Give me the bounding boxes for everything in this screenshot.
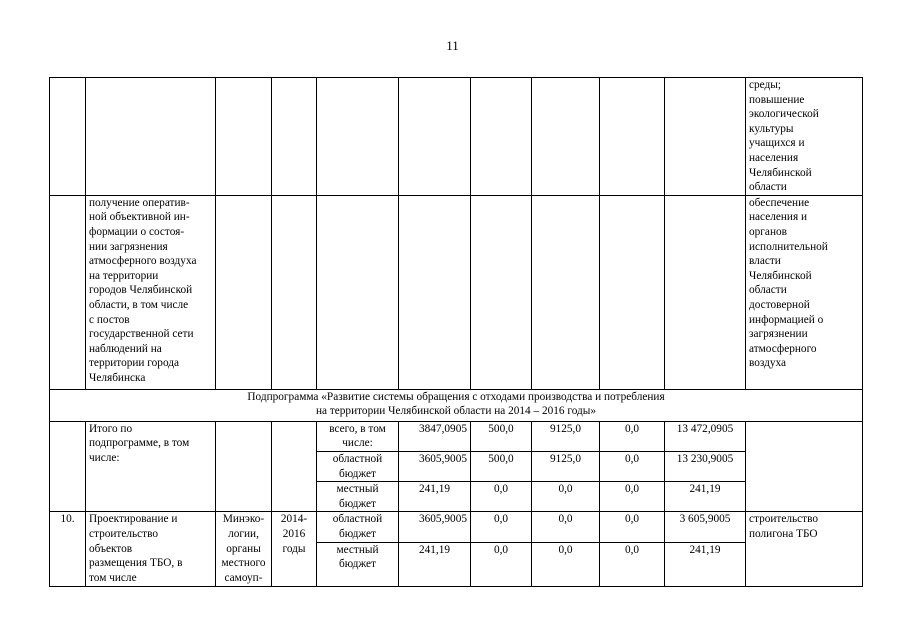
program-table — [49, 77, 863, 587]
funding-source: областной бюджет — [317, 451, 399, 481]
value-2015: 500,0 — [471, 421, 532, 451]
value-2016: 9125,0 — [532, 421, 600, 451]
value-total: 241,19 — [665, 482, 746, 512]
cell-num-empty — [50, 421, 86, 512]
funding-source: местный бюджет — [317, 482, 399, 512]
cell-result-continuation: среды; повышение экологической культуры учащихся и населения Челябинской области — [746, 78, 863, 196]
cell-total-empty — [665, 78, 746, 196]
value-2014: 3605,9005 — [399, 451, 471, 481]
value-extra: 0,0 — [600, 512, 665, 542]
cell-2016-empty — [532, 195, 600, 389]
value-extra: 0,0 — [600, 482, 665, 512]
totals-row-all — [50, 421, 863, 451]
value-2014: 241,19 — [399, 542, 471, 586]
cell-monitoring-text: получение оператив- ной объективной ин- формации о состоя- нии загрязнения атмосферного воздуха на территории городов Челябинской области, в том числе с постов государственной сети наблюдений на территории города Челябинска — [86, 195, 216, 389]
row-monitoring — [50, 195, 863, 389]
cell-name-empty — [86, 78, 216, 196]
cell-2015-empty — [471, 78, 532, 196]
cell-2015-empty — [471, 195, 532, 389]
cell-source-empty — [317, 78, 399, 196]
funding-source: областной бюджет — [317, 512, 399, 542]
cell-exec-empty — [216, 421, 272, 512]
row-top-continuation — [50, 78, 863, 196]
value-total: 13 472,0905 — [665, 421, 746, 451]
subprogram-title: Подпрограмма «Развитие системы обращения с отходами производства и потребления на территории Челябинской области на 2014 – 2016 годы» — [50, 389, 863, 421]
row-subprogram-title — [50, 389, 863, 421]
cell-result-empty — [746, 421, 863, 512]
value-2015: 0,0 — [471, 542, 532, 586]
value-extra: 0,0 — [600, 542, 665, 586]
value-2016: 0,0 — [532, 542, 600, 586]
item10-row-regional — [50, 512, 863, 542]
cell-exec-empty — [216, 78, 272, 196]
value-2015: 500,0 — [471, 451, 532, 481]
cell-period-empty — [272, 195, 317, 389]
item-result: строительство полигона ТБО — [746, 512, 863, 586]
value-2014: 241,19 — [399, 482, 471, 512]
cell-num-empty — [50, 78, 86, 196]
cell-period-empty — [272, 421, 317, 512]
cell-x-empty — [600, 195, 665, 389]
value-total: 3 605,9005 — [665, 512, 746, 542]
cell-total-empty — [665, 195, 746, 389]
value-2015: 0,0 — [471, 512, 532, 542]
page-number: 11 — [446, 38, 459, 53]
cell-result-monitoring: обеспечение населения и органов исполнительной власти Челябинской области достоверной информацией о загрязнении атмосферного воздуха — [746, 195, 863, 389]
value-total: 13 230,9005 — [665, 451, 746, 481]
value-2016: 0,0 — [532, 512, 600, 542]
value-2016: 0,0 — [532, 482, 600, 512]
cell-x-empty — [600, 78, 665, 196]
item-period: 2014- 2016 годы — [272, 512, 317, 586]
cell-2014-empty — [399, 195, 471, 389]
item-number: 10. — [50, 512, 86, 586]
funding-source: всего, в том числе: — [317, 421, 399, 451]
cell-2016-empty — [532, 78, 600, 196]
value-2016: 9125,0 — [532, 451, 600, 481]
cell-source-empty — [317, 195, 399, 389]
value-extra: 0,0 — [600, 451, 665, 481]
value-total: 241,19 — [665, 542, 746, 586]
value-2014: 3605,9005 — [399, 512, 471, 542]
cell-num-empty — [50, 195, 86, 389]
item-executor: Минэко- логии, органы местного самоуп- — [216, 512, 272, 586]
cell-2014-empty — [399, 78, 471, 196]
value-2015: 0,0 — [471, 482, 532, 512]
cell-exec-empty — [216, 195, 272, 389]
value-extra: 0,0 — [600, 421, 665, 451]
value-2014: 3847,0905 — [399, 421, 471, 451]
item-name: Проектирование и строительство объектов размещения ТБО, в том числе — [86, 512, 216, 586]
totals-label: Итого по подпрограмме, в том числе: — [86, 421, 216, 512]
funding-source: местный бюджет — [317, 542, 399, 586]
cell-period-empty — [272, 78, 317, 196]
